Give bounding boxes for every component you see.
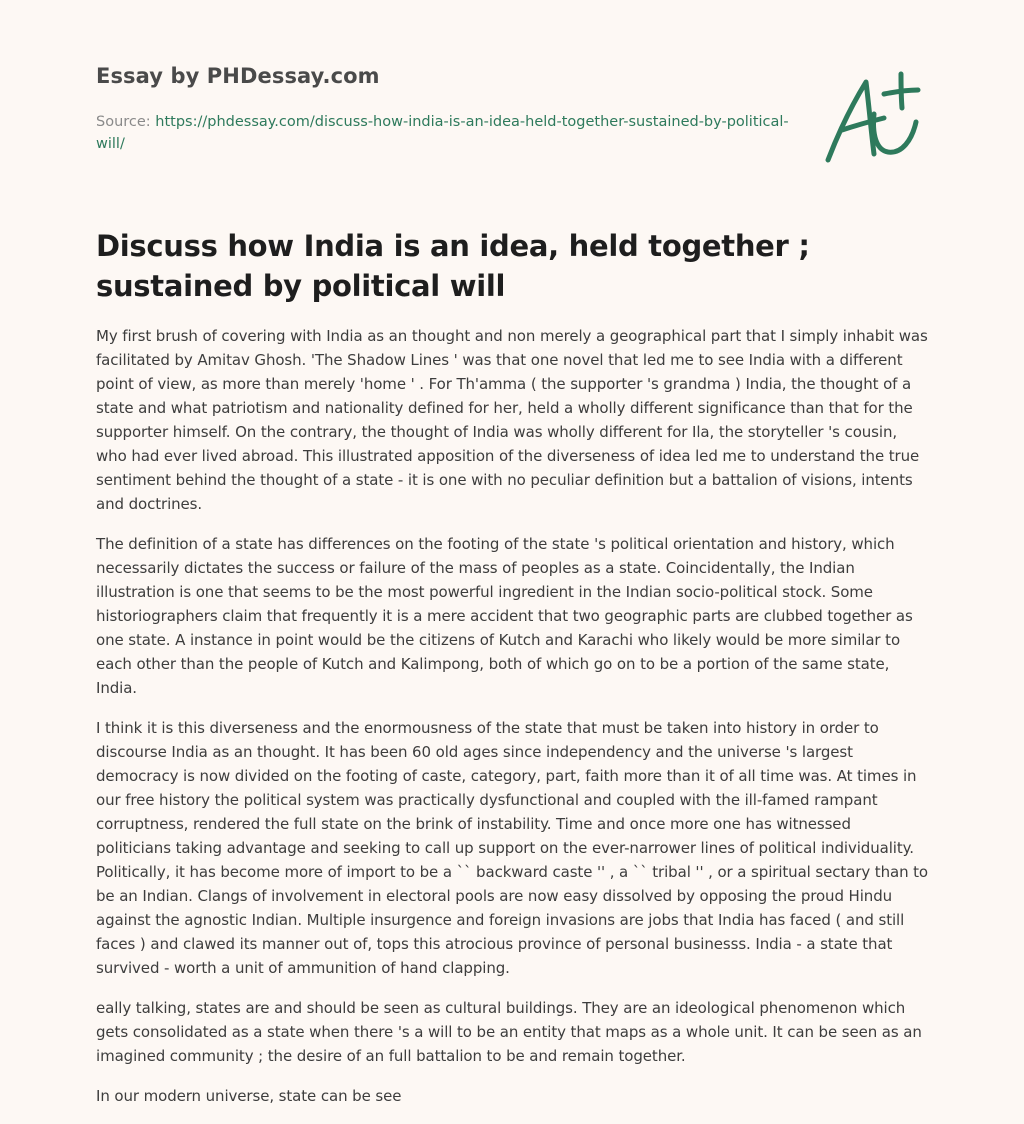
essay-title: Discuss how India is an idea, held together ; sustained by political will: [96, 229, 810, 303]
essay-paragraph: My first brush of covering with India as an thought and non merely a geographical part that I simply inhabit was facilitated by Amitav Ghosh. 'The Shadow Lines ' was that one novel that led me to see India with a different point of view, as more than merely 'home ' . For Th'amma ( the supporter 's grandma ) India, the thought of a state and what patriotism and nationality defined for her, held a wholly different significance than that for the supporter himself. On the contrary, the thought of India was wholly different for Ila, the storyteller 's cousin, who had ever lived abroad. This illustrated apposition of the diverseness of idea led me to understand the true sentiment behind the thought of a state - it is one with no peculiar definition but a battalion of visions, intents and doctrines.: [96, 327, 928, 513]
essay-paragraph: The definition of a state has differences on the footing of the state 's political orientation and history, which necessarily dictates the success or failure of the mass of peoples as a state. Coincidentally, the Indian illustration is one that seems to be the most powerful ingredient in the Indian socio-political stock. Some historiographers claim that frequently it is a mere accident that two geographic parts are clubbed together as one state. A instance in point would be the citizens of Kutch and Karachi who likely would be more similar to each other than the people of Kutch and Kalimpong, both of which go on to be a portion of the same state, India.: [96, 535, 913, 697]
a-plus-grade-icon: [824, 68, 928, 168]
essay-paragraph: eally talking, states are and should be seen as cultural buildings. They are an ideological phenomenon which gets consolidated as a state when there 's a will to be an entity that maps as a whole unit. It can be seen as an imagined community ; the desire of an full battalion to be and remain together.: [96, 999, 922, 1065]
essay-paragraph: In our modern universe, state can be see: [96, 1087, 402, 1105]
site-brand: Essay by PHDessay.com: [96, 64, 380, 88]
source-line: [96, 111, 796, 155]
essay-body: [96, 324, 928, 1124]
source-link[interactable]: https://phdessay.com/discuss-how-india-is-an-idea-held-together-sustained-by-political-will/: [96, 114, 789, 152]
source-label: Source:: [96, 114, 151, 130]
essay-paragraph: I think it is this diverseness and the enormousness of the state that must be taken into history in order to discourse India as an thought. It has been 60 old ages since independency and the universe 's largest democracy is now divided on the footing of caste, category, part, faith more than it of all time was. At times in our free history the political system was practically dysfunctional and coupled with the ill-famed rampant corruptness, rendered the full state on the brink of instability. Time and once more one has witnessed politicians taking advantage and seeking to call up support on the ever-narrower lines of political individuality. Politically, it has become more of import to be a `` backward caste '' , a `` tribal '' , or a spiritual sectary than to be an Indian. Clangs of involvement in electoral pools are now easy dissolved by opposing the proud Hindu against the agnostic Indian. Multiple insurgence and foreign invasions are jobs that India has faced ( and still faces ) and clawed its manner out of, tops this atrocious province of personal businesss. India - a state that survived - worth a unit of ammunition of hand clapping.: [96, 719, 929, 977]
